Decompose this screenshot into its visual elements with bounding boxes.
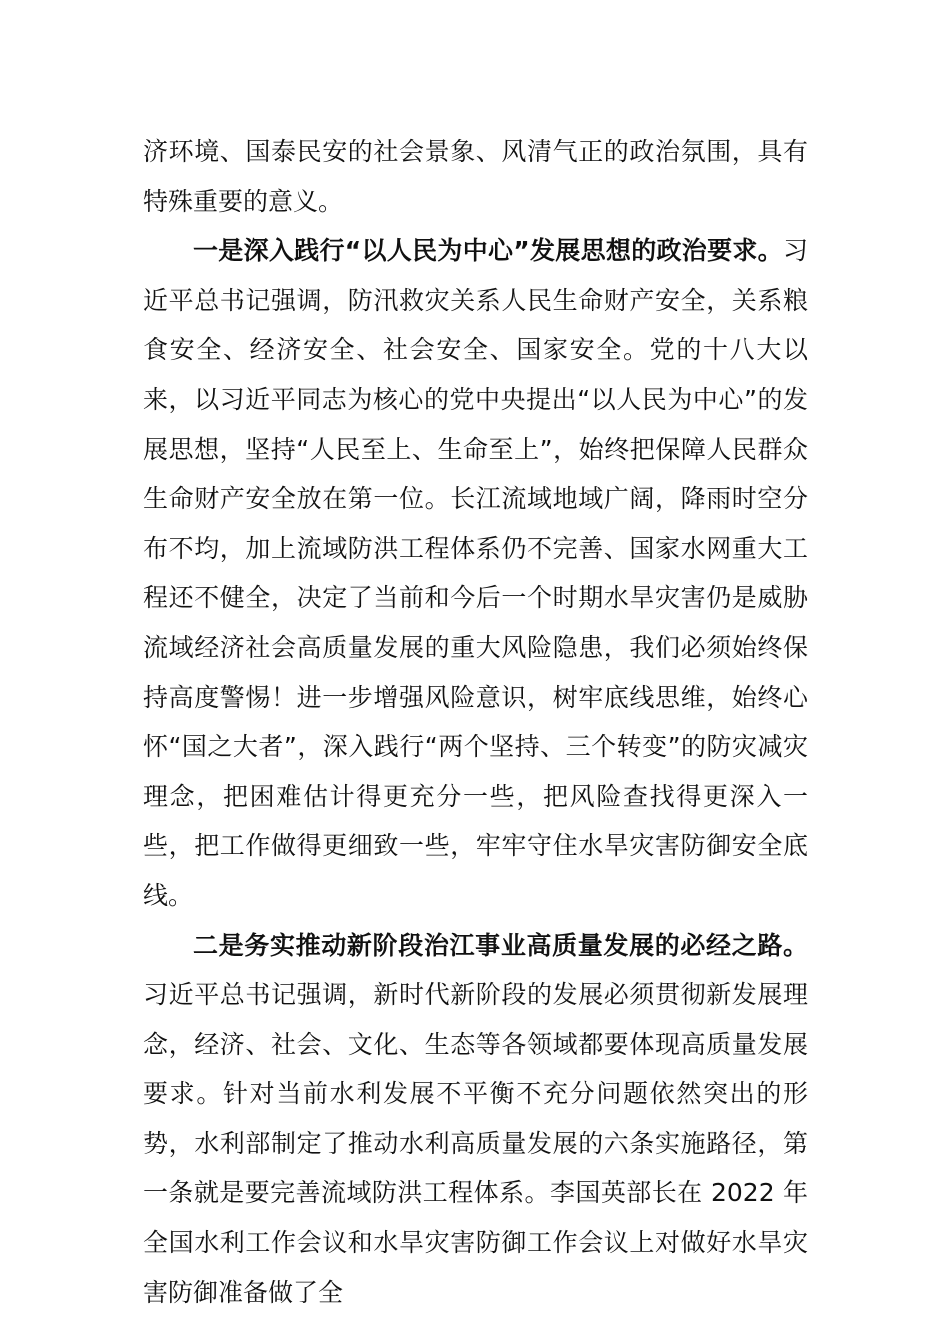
paragraph-lead: 二是务实推动新阶段治江事业高质量发展的必经之路。 bbox=[193, 930, 808, 960]
paragraph-text: 济环境、国泰民安的社会景象、风清气正的政治氛围，具有特殊重要的意义。 bbox=[143, 137, 808, 216]
paragraph-continuation bbox=[143, 127, 808, 226]
paragraph-lead: 一是深入践行“以人民为中心”发展思想的政治要求。 bbox=[193, 236, 783, 266]
paragraph-point-two bbox=[143, 921, 808, 1318]
paragraph-text: 习近平总书记强调，新时代新阶段的发展必须贯彻新发展理念，经济、社会、文化、生态等各领域都要体现高质量发展要求。针对当前水利发展不平衡不充分问题依然突出的形势，水利部制定了推动水利高质量发展的六条实施路径，第一条就是要完善流域防洪工程体系。李国英部长在 2022 年全国水利工作会议和水旱灾害防御工作会议上对做好水旱灾害防御准备做了全 bbox=[143, 980, 808, 1307]
paragraph-point-one bbox=[143, 226, 808, 920]
paragraph-text: 习近平总书记强调，防汛救灾关系人民生命财产安全，关系粮食安全、经济安全、社会安全、国家安全。党的十八大以来，以习近平同志为核心的党中央提出“以人民为中心”的发展思想，坚持“人民至上、生命至上”，始终把保障人民群众生命财产安全放在第一位。长江流域地域广阔，降雨时空分布不均，加上流域防洪工程体系仍不完善、国家水网重大工程还不健全，决定了当前和今后一个时期水旱灾害仍是威胁流域经济社会高质量发展的重大风险隐患，我们必须始终保持高度警惕！进一步增强风险意识，树牢底线思维，始终心怀“国之大者”，深入践行“两个坚持、三个转变”的防灾减灾理念，把困难估计得更充分一些，把风险查找得更深入一些，把工作做得更细致一些，牢牢守住水旱灾害防御安全底线。 bbox=[143, 236, 808, 910]
document-body bbox=[143, 127, 808, 1317]
